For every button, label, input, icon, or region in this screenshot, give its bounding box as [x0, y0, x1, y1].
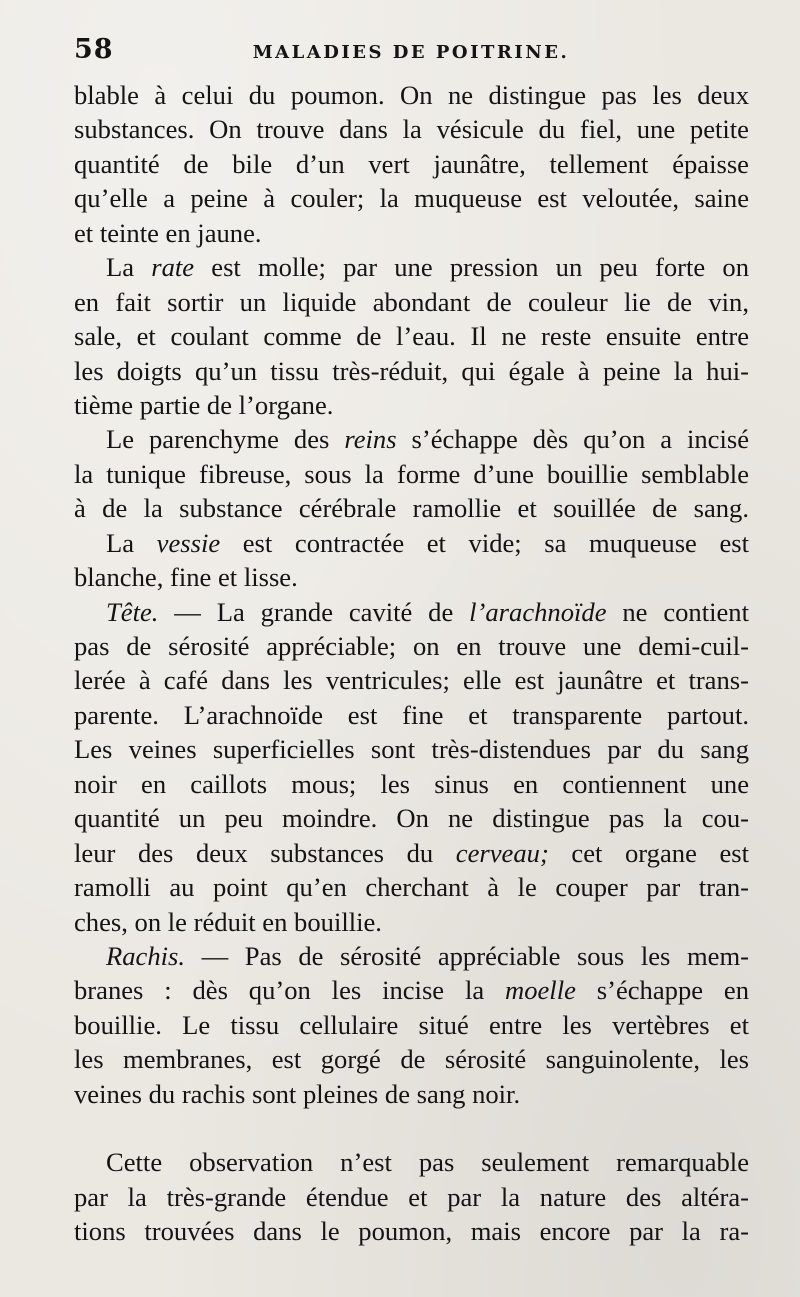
text-line	[74, 216, 749, 250]
italic-term: moelle	[505, 975, 576, 1006]
text-line	[74, 698, 749, 732]
text-line	[74, 1214, 749, 1248]
text-run: blable à celui du poumon. On ne distingue pas les deux	[74, 80, 749, 110]
text-run: tions trouvées dans le poumon, mais encore par la ra-	[74, 1216, 749, 1246]
text-run: les doigts qu’un tissu très-réduit, qui égale à peine la hui-	[74, 355, 749, 386]
text-line	[74, 112, 749, 146]
italic-term: l’arachnoïde	[469, 596, 607, 627]
italic-term: reins	[344, 424, 397, 455]
body-text	[74, 78, 749, 1248]
text-run: parente. L’arachnoïde est fine et transparente partout.	[74, 699, 749, 730]
text-run: qu’elle a peine à couler; la muqueuse est veloutée, saine	[74, 183, 749, 214]
text-line	[74, 78, 749, 112]
text-line	[74, 560, 749, 594]
text-run: à de la substance cérébrale ramollie et souillée de sang.	[74, 493, 749, 524]
text-line	[74, 1180, 749, 1214]
text-line	[74, 836, 749, 870]
text-line	[74, 595, 749, 629]
text-run: La	[106, 527, 157, 558]
text-run: tième partie de l’organe.	[74, 389, 334, 420]
text-run: ches, on le réduit en bouillie.	[74, 906, 382, 937]
text-line	[74, 388, 749, 422]
text-line	[74, 801, 749, 835]
text-run: s’échappe en	[575, 975, 749, 1006]
text-line	[74, 181, 749, 215]
text-run: Le parenchyme des	[106, 424, 345, 455]
page-number: 58	[74, 34, 114, 65]
text-run: la tunique fibreuse, sous la forme d’une bouillie semblable	[74, 458, 749, 489]
text-run: blanche, fine et lisse.	[74, 562, 298, 593]
text-line	[74, 905, 749, 939]
text-line	[74, 1008, 749, 1042]
text-run: — La grande cavité de	[158, 596, 470, 627]
running-title: MALADIES DE POITRINE.	[252, 42, 570, 63]
text-run: veines du rachis sont pleines de sang noir.	[74, 1078, 521, 1109]
text-run: lerée à café dans les ventricules; elle est jaunâtre et trans-	[74, 665, 749, 696]
text-run: substances. On trouve dans la vésicule du fiel, une petite	[74, 114, 749, 145]
italic-term: Tête.	[106, 596, 159, 627]
text-run: noir en caillots mous; les sinus en contiennent une	[74, 768, 749, 799]
text-run: quantité de bile d’un vert jaunâtre, tellement épaisse	[74, 148, 749, 179]
text-run: ne contient	[606, 596, 749, 627]
page-header	[74, 34, 748, 74]
text-run: ramolli au point qu’en cherchant à le couper par tran-	[74, 872, 749, 903]
text-run: en fait sortir un liquide abondant de couleur lie de vin,	[74, 286, 749, 317]
text-line	[74, 1042, 749, 1076]
text-line	[74, 147, 749, 181]
text-run: pas de sérosité appréciable; on en trouve une demi-cuil-	[74, 631, 749, 661]
text-line	[74, 250, 749, 284]
text-line	[74, 491, 749, 525]
text-run: leur des deux substances du	[74, 837, 456, 868]
text-run: Les veines superficielles sont très-distendues par du sang	[74, 734, 749, 765]
text-run: bouillie. Le tissu cellulaire situé entre les vertèbres et	[74, 1009, 749, 1040]
text-line	[74, 939, 749, 973]
text-line	[74, 1145, 749, 1179]
text-run: quantité un peu moindre. On ne distingue pas la cou-	[74, 803, 749, 834]
text-run: et teinte en jaune.	[74, 217, 262, 248]
text-run: est contractée et vide; sa muqueuse est	[220, 527, 749, 558]
text-line	[74, 663, 749, 697]
text-run: est molle; par une pression un peu forte on	[194, 252, 749, 283]
text-line	[74, 285, 749, 319]
text-run: branes : dès qu’on les incise la	[74, 975, 505, 1006]
text-run: La	[106, 252, 152, 283]
text-run: par la très-grande étendue et par la nature des altéra-	[74, 1181, 749, 1212]
text-line	[74, 1077, 749, 1111]
text-line	[74, 767, 749, 801]
text-run: sale, et coulant comme de l’eau. Il ne reste ensuite entre	[74, 321, 749, 352]
text-line	[74, 457, 749, 491]
text-line	[74, 973, 749, 1007]
italic-term: vessie	[156, 527, 221, 558]
text-line	[74, 422, 749, 456]
text-line	[74, 629, 749, 663]
text-run: s’échappe dès qu’on a incisé	[396, 424, 749, 455]
text-run: cet organe est	[548, 837, 749, 868]
text-line	[74, 526, 749, 560]
italic-term: Rachis.	[106, 940, 186, 971]
text-line	[74, 870, 749, 904]
text-run: — Pas de sérosité appréciable sous les mem-	[185, 940, 749, 971]
paragraph-gap	[74, 1111, 749, 1145]
italic-term: cerveau;	[455, 837, 549, 868]
text-line	[74, 354, 749, 388]
text-run: Cette observation n’est pas seulement remarquable	[106, 1147, 749, 1178]
italic-term: rate	[151, 252, 195, 283]
text-line	[74, 319, 749, 353]
text-line	[74, 732, 749, 766]
text-run: les membranes, est gorgé de sérosité sanguinolente, les	[74, 1044, 749, 1075]
